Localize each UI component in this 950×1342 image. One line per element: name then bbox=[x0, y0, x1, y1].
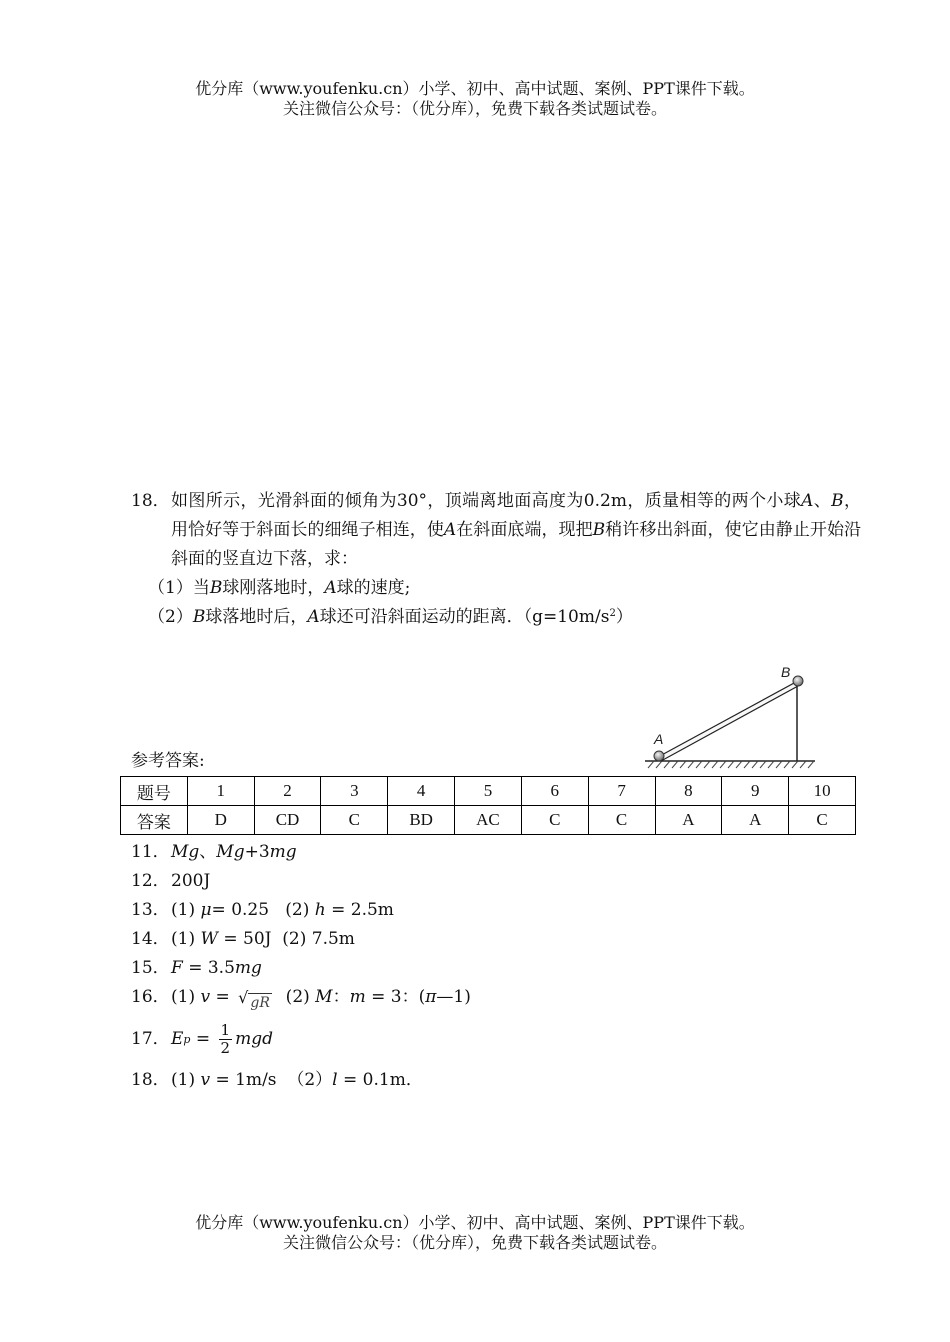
answer-part: v bbox=[200, 987, 211, 1007]
footer-line-1: 优分库（www.youfenku.cn）小学、初中、高中试题、案例、PPT课件下载。 bbox=[195, 1213, 755, 1232]
question-number-cell: 10 bbox=[789, 777, 856, 806]
superscript: 2 bbox=[609, 608, 616, 619]
answer-part: μ bbox=[200, 900, 212, 920]
answer-number: 14． bbox=[131, 929, 170, 949]
answer-number: 17． bbox=[131, 1028, 170, 1049]
answer-cell: A bbox=[655, 806, 722, 835]
question-number-cell: 7 bbox=[588, 777, 655, 806]
answer-cell: C bbox=[321, 806, 388, 835]
radical-sign: √ bbox=[238, 988, 249, 1007]
sub-part: （2） bbox=[148, 607, 193, 627]
answer-part: π bbox=[425, 987, 437, 1007]
fraction bbox=[219, 1022, 233, 1057]
header-line-1: 优分库（www.youfenku.cn）小学、初中、高中试题、案例、PPT课件下载。 bbox=[195, 79, 755, 98]
answer-13 bbox=[131, 896, 471, 925]
answer-part: —1) bbox=[436, 987, 471, 1007]
answer-cell: C bbox=[789, 806, 856, 835]
answer-part: = 0.1m． bbox=[337, 1070, 423, 1090]
question-number-cell: 8 bbox=[655, 777, 722, 806]
row-header: 答案 bbox=[121, 806, 188, 835]
answer-part: v bbox=[200, 1070, 211, 1090]
answer-17 bbox=[131, 1012, 471, 1066]
answer-part: = 3.5 bbox=[182, 958, 235, 978]
answers-list bbox=[131, 838, 471, 1095]
answer-part: W bbox=[200, 929, 218, 949]
answer-cell: C bbox=[521, 806, 588, 835]
row-header: 题号 bbox=[121, 777, 188, 806]
answer-part: m bbox=[349, 987, 366, 1007]
ball-a-symbol: A bbox=[443, 520, 457, 540]
incline-figure bbox=[640, 660, 820, 775]
answer-number: 18． bbox=[131, 1070, 170, 1090]
answer-cell: C bbox=[588, 806, 655, 835]
answer-18 bbox=[131, 1066, 471, 1095]
answer-part: E bbox=[171, 1028, 184, 1049]
question-18 bbox=[131, 487, 861, 632]
answer-part: (1) bbox=[171, 987, 201, 1007]
stem-part: 稍许移出斜面，使它由静止开始沿斜面的竖直边下落，求： bbox=[171, 520, 862, 569]
label-b: B bbox=[781, 664, 791, 680]
question-number: 18． bbox=[131, 491, 170, 511]
question-number-cell: 2 bbox=[254, 777, 321, 806]
answer-part: 、 bbox=[199, 842, 217, 862]
answer-part: l bbox=[332, 1070, 338, 1090]
table-row bbox=[121, 806, 856, 835]
ball-b-symbol: B bbox=[209, 578, 223, 598]
answer-number: 13． bbox=[131, 900, 170, 920]
answer-part: = bbox=[210, 987, 236, 1007]
answer-part: mg bbox=[234, 958, 262, 978]
ball-a-symbol: A bbox=[324, 578, 337, 598]
header-line-2: 关注微信公众号：（优分库），免费下载各类试题试卷。 bbox=[282, 99, 667, 118]
ground-hatching bbox=[648, 761, 814, 768]
ball-b bbox=[793, 676, 803, 686]
answer-15 bbox=[131, 954, 471, 983]
question-number-cell: 6 bbox=[521, 777, 588, 806]
radicand: gR bbox=[250, 995, 270, 1011]
answer-part: M bbox=[315, 987, 333, 1007]
subscript: p bbox=[183, 1032, 191, 1046]
answer-part: mg bbox=[269, 842, 297, 862]
answer-part: = bbox=[190, 1028, 216, 1049]
answer-cell: D bbox=[187, 806, 254, 835]
answer-part: mgd bbox=[235, 1028, 273, 1049]
answer-cell: BD bbox=[388, 806, 455, 835]
question-stem-text bbox=[171, 487, 861, 574]
answer-part: = 2.5m bbox=[325, 900, 394, 920]
answer-part: h bbox=[314, 900, 326, 920]
incline-slope bbox=[658, 682, 798, 761]
answer-part: +3 bbox=[244, 842, 270, 862]
denominator: 2 bbox=[220, 1038, 231, 1057]
sub-part: 球的速度; bbox=[336, 578, 411, 598]
answer-cell: CD bbox=[254, 806, 321, 835]
answer-part: Mg bbox=[216, 842, 245, 862]
answer-11 bbox=[131, 838, 471, 867]
answer-part: Mg bbox=[171, 842, 200, 862]
answer-cell: A bbox=[722, 806, 789, 835]
answers-title: 参考答案: bbox=[131, 751, 205, 771]
label-a: A bbox=[654, 731, 664, 747]
ball-a bbox=[654, 751, 664, 761]
sub-part: ） bbox=[615, 607, 633, 627]
answer-14 bbox=[131, 925, 471, 954]
sub-part: 球刚落地时， bbox=[222, 578, 325, 598]
answer-part: = 1m/s （2） bbox=[210, 1070, 333, 1090]
question-number-cell: 1 bbox=[187, 777, 254, 806]
sub-question-2 bbox=[131, 603, 861, 632]
footer-line-2: 关注微信公众号：（优分库），免费下载各类试题试卷。 bbox=[282, 1233, 667, 1252]
answer-number: 11． bbox=[131, 842, 170, 862]
answer-number: 15． bbox=[131, 958, 170, 978]
sub-part: 球落地时后， bbox=[205, 607, 308, 627]
question-number-cell: 4 bbox=[388, 777, 455, 806]
answer-part: (1) bbox=[171, 1070, 201, 1090]
answer-part: = 50J (2) 7.5m bbox=[217, 929, 355, 949]
answer-part: (1) bbox=[171, 929, 201, 949]
answer-table bbox=[120, 776, 856, 835]
ball-b-symbol: B bbox=[192, 607, 206, 627]
question-number-cell: 5 bbox=[455, 777, 522, 806]
answer-number: 12． bbox=[131, 871, 170, 891]
ball-a-symbol: A bbox=[801, 491, 814, 511]
answer-part: (1) bbox=[171, 900, 201, 920]
answer-part: 200J bbox=[171, 871, 211, 891]
stem-part: 如图所示，光滑斜面的倾角为30°，顶端离地面高度为0.2m，质量相等的两个小球 bbox=[171, 491, 802, 511]
question-18-stem bbox=[131, 487, 861, 574]
ball-a-symbol: A bbox=[307, 607, 320, 627]
square-root bbox=[238, 983, 272, 1012]
answer-part: F bbox=[171, 958, 183, 978]
separator: 、 bbox=[813, 491, 832, 511]
table-row bbox=[121, 777, 856, 806]
ball-b-symbol: B bbox=[592, 520, 606, 540]
answer-cell: AC bbox=[455, 806, 522, 835]
answer-part: ： bbox=[332, 987, 350, 1007]
question-number-cell: 9 bbox=[722, 777, 789, 806]
question-number-cell: 3 bbox=[321, 777, 388, 806]
numerator: 1 bbox=[220, 1020, 231, 1039]
stem-part: ，用恰好等于斜面长的细绳子相连，使 bbox=[171, 491, 862, 540]
ball-b-symbol: B bbox=[831, 491, 844, 511]
answer-16 bbox=[131, 983, 471, 1012]
answer-part: = 3：( bbox=[365, 987, 426, 1007]
stem-part: 在斜面底端，现把 bbox=[456, 520, 593, 540]
answer-part: = 0.25 (2) bbox=[211, 900, 315, 920]
sub-question-1 bbox=[131, 574, 861, 603]
sub-part: （1）当 bbox=[148, 578, 210, 598]
answer-number: 16． bbox=[131, 987, 170, 1007]
sub-part: 球还可沿斜面运动的距离．（g=10m/s bbox=[319, 607, 610, 627]
answer-12 bbox=[131, 867, 471, 896]
answer-part: (2) bbox=[274, 987, 316, 1007]
